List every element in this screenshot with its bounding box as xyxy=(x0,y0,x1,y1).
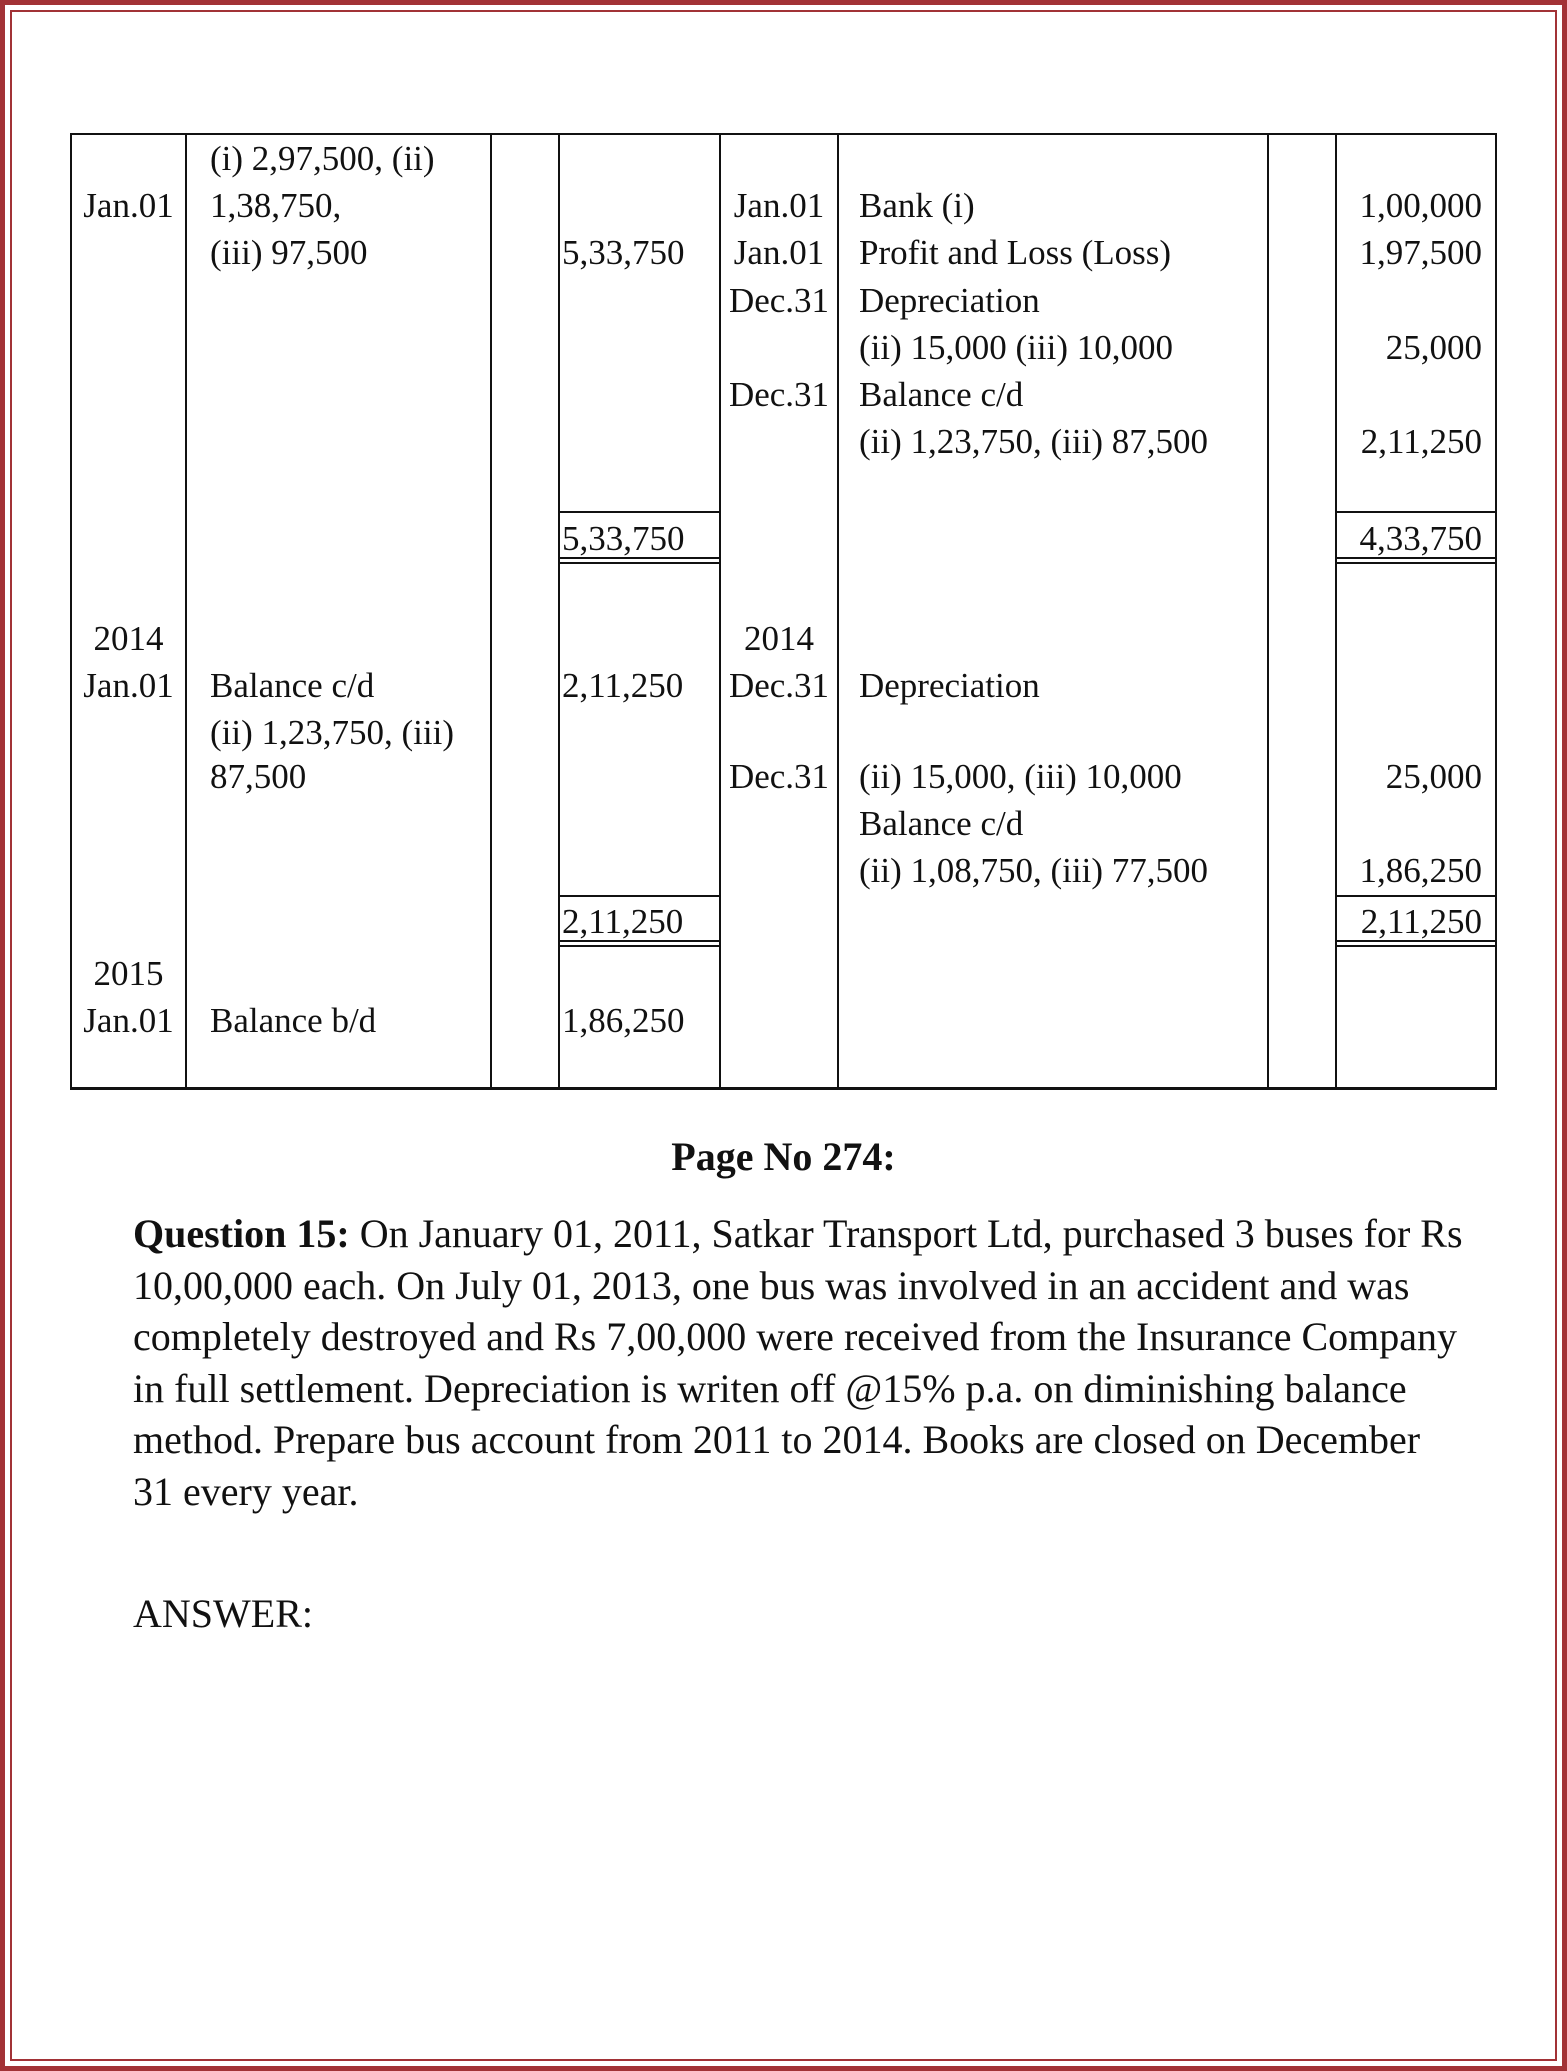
credit-amount: 25,000 xyxy=(1385,328,1482,367)
credit-year: 2014 xyxy=(744,619,814,658)
debit-year: 2014 xyxy=(93,619,164,658)
credit-amount: 25,000 xyxy=(1385,757,1482,796)
total-rule xyxy=(1337,895,1497,897)
debit-date: Jan.01 xyxy=(83,186,174,225)
credit-particular: Profit and Loss (Loss) xyxy=(859,233,1172,272)
debit-amount: 5,33,750 xyxy=(562,233,685,272)
credit-date: Jan.01 xyxy=(733,186,825,225)
credit-amount: 1,97,500 xyxy=(1359,233,1482,272)
credit-particular: Balance c/d xyxy=(859,375,1024,414)
answer-label: ANSWER: xyxy=(133,1591,313,1636)
credit-date: Dec.31 xyxy=(728,375,830,414)
debit-total: 5,33,750 xyxy=(562,519,685,558)
credit-particular: (ii) 1,23,750, (iii) 87,500 xyxy=(859,422,1208,461)
debit-particular: Balance b/d xyxy=(210,1001,377,1040)
credit-total: 4,33,750 xyxy=(1359,519,1482,558)
credit-particular: Depreciation xyxy=(859,666,1040,705)
credit-date: Jan.01 xyxy=(733,233,825,272)
total-double-rule xyxy=(1337,945,1497,947)
debit-particular: Balance c/d xyxy=(210,666,375,705)
total-rule xyxy=(560,511,719,513)
debit-particular: (i) 2,97,500, (ii) xyxy=(210,139,435,178)
total-double-rule xyxy=(560,945,719,947)
debit-date: Jan.01 xyxy=(83,1001,174,1040)
credit-date: Dec.31 xyxy=(728,666,830,705)
total-rule xyxy=(560,895,719,897)
col-divider xyxy=(490,135,492,1087)
question-text: On January 01, 2011, Satkar Transport Ltd, purchased 3 buses for Rs 10,00,000 each. On July 01, 2013, one bus was involved in an accident and was completely destroyed and Rs 7,00,000 were received from the Insurance Company in full settlement. Depreciation is writen off @15% p.a. on diminishing balance method. Prepare bus account from 2011 to 2014. Books are closed on December 31 every year. xyxy=(133,1211,1463,1514)
debit-amount: 1,86,250 xyxy=(562,1001,685,1040)
col-divider xyxy=(185,135,187,1087)
debit-amount: 2,11,250 xyxy=(562,666,684,705)
credit-amount: 1,86,250 xyxy=(1359,851,1482,890)
credit-date: Dec.31 xyxy=(728,281,830,320)
debit-date: Jan.01 xyxy=(83,666,174,705)
credit-total: 2,11,250 xyxy=(1360,902,1482,941)
total-double-rule xyxy=(560,562,719,564)
total-rule xyxy=(1337,511,1497,513)
credit-amount: 1,00,000 xyxy=(1359,186,1482,225)
col-divider xyxy=(837,135,839,1087)
debit-particular: 87,500 xyxy=(210,757,307,796)
debit-particular: 1,38,750, xyxy=(210,186,342,225)
credit-particular: (ii) 15,000, (iii) 10,000 xyxy=(859,757,1182,796)
col-divider xyxy=(1267,135,1269,1087)
credit-particular: Bank (i) xyxy=(859,186,975,225)
credit-particular: (ii) 1,08,750, (iii) 77,500 xyxy=(859,851,1208,890)
total-double-rule xyxy=(1337,562,1497,564)
credit-amount: 2,11,250 xyxy=(1360,422,1482,461)
page-number-heading: Page No 274: xyxy=(671,1134,896,1179)
credit-date: Dec.31 xyxy=(728,757,830,796)
credit-particular: Balance c/d xyxy=(859,804,1024,843)
debit-total: 2,11,250 xyxy=(562,902,684,941)
credit-particular: Depreciation xyxy=(859,281,1040,320)
debit-particular: (iii) 97,500 xyxy=(210,233,368,272)
debit-particular: (ii) 1,23,750, (iii) xyxy=(210,713,454,752)
question-label: Question 15: xyxy=(133,1211,350,1256)
question-paragraph xyxy=(133,1208,1463,1517)
credit-particular: (ii) 15,000 (iii) 10,000 xyxy=(859,328,1173,367)
bus-account-ledger xyxy=(70,133,1497,1090)
debit-year: 2015 xyxy=(93,954,164,993)
